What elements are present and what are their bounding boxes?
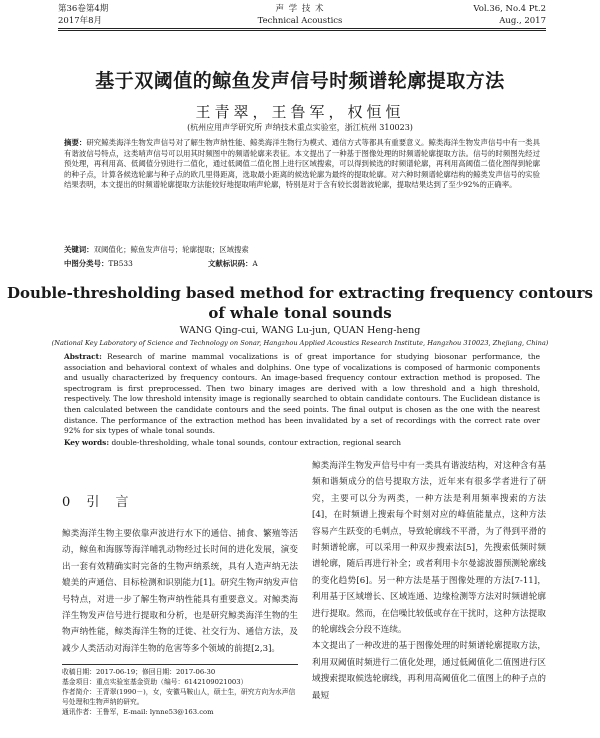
clc-number <box>64 259 133 270</box>
header-rule-2 <box>58 30 546 31</box>
keywords-cn-label: 关键词： <box>64 245 94 254</box>
abstract-en <box>64 352 540 437</box>
abstract-cn-label: 摘要： <box>64 138 87 147</box>
paper-title-en: Double-thresholding based method for extracting frequency contours of whale tonal sounds <box>7 284 593 322</box>
footnote-author-bio: 作者简介：王青翠(1990－)，女，安徽马鞍山人，硕士生，研究方向为水声信号处理和生物声纳的研究。 <box>62 688 296 706</box>
abstract-en-label: Abstract: <box>64 352 102 361</box>
header-rule <box>58 28 546 29</box>
doc-code-label: 文献标识码： <box>208 259 253 268</box>
journal-volume-en: Vol.36, No.4 Pt.2 <box>473 4 546 14</box>
body-right-column: 鲸类海洋生物发声信号中有一类具有谐波结构，对这种含有基频和谐频成分的信号提取方法，近年来有很多学者进行了研究，主要可以分为两类，一种方法是利用频率搜索的方法[4]，在时频谱上搜索每个时刻对应的峰值能量点，这种方法容易产生跃变的毛刺点，导致轮廓线不平滑，为了得到平滑的时频谱轮廓，可以采用一种双步搜索法[5]，先搜索低频时频谱轮廓，随后再进行补全；或者利用卡尔曼滤波器预测轮廓线的变化趋势[6]。另一种方法是基于图像处理的方法[7-11]，利用基于区域增长、区域连通、边缘检测等方法对时频谱轮廓进行提取。然而，在信噪比较低或存在干扰时，这种方法提取的轮廓线会分段不连续。 本文提出了一种改进的基于图像处理的时频谱轮廓提取方法，利用双阈值时频进行二值化处理，通过低阈值化二值图进行区域搜索提取候选轮廓线，再利用高阈值化二值图上的种子点的最短 <box>312 461 546 701</box>
abstract-en-text: Research of marine mammal vocalizations is of great importance for studying biosonar performance, the association and behavioral context of whales and dolphins. One type of vocalizations is composed of harmonic components and usually characterized by frequency contours. An image-based frequency contour extraction method is proposed. The spectrogram is first preprocessed. Then two binary images are derived with a low threshold and a high threshold, respectively. The low threshold intensity image is regionally searched to obtain candidate contours. The Euclidean distance is then calculated between the candidate contours and the seed points. The final output is chosen as the one with the nearest distance. The performance of the extraction method has been invalidated by a set of recordings with the correct rate over 92% for six types of whale tonal sounds. <box>64 352 540 436</box>
journal-volume-issue: 第36卷第4期 <box>58 4 109 14</box>
keywords-cn <box>64 245 540 256</box>
section-heading-introduction: 0 引 言 <box>62 495 135 510</box>
paper-title-cn: 基于双阈值的鲸鱼发声信号时频谱轮廓提取方法 <box>95 70 505 92</box>
affiliation-cn: (杭州应用声学研究所 声纳技术重点实验室，浙江杭州 310023) <box>187 123 413 132</box>
journal-name-cn: 声 学 技 术 <box>275 4 325 14</box>
footnote-funding: 基金项目：重点实验室基金资助（编号：6142109021003） <box>62 678 248 686</box>
keywords-en <box>64 438 540 447</box>
document-code <box>208 259 258 270</box>
keywords-en-label: Key words: <box>64 438 110 447</box>
body-left-column: 鲸类海洋生物主要依靠声波进行水下的通信、捕食、繁殖等活动，鲸鱼和海豚等海洋哺乳动物经过长时间的进化发展，演变出一套有效精确实时完备的生物声纳系统，具有人造声纳无法媲美的声通信、目标检测和识别能力[1]。研究生物声纳发声信号特点，对进一步了解生物声纳性能具有重要意义。对鲸类海洋生物发声信号进行提取和分析，也是研究鲸类海洋生物的生物声纳性能，鲸类海洋生物的迁徙、社交行为、通信方法，及减少人类活动对海洋生物的危害等多个领域的前提[2,3]。 <box>62 529 298 654</box>
footnotes <box>62 667 298 717</box>
abstract-cn-text: 研究鲸类海洋生物发声信号对了解生物声纳性能、鲸类海洋生物行为模式、通信方式等都具有重要意义。鲸类海洋生物发声信号中有一类具有谐波信号特点，这类哨声信号可以用其时频图中的频谱轮廓来表征。本文提出了一种基于图像处理的时频谱轮廓提取方法。信号的时频图先经过预处理，再利用高、低阈值分别进行二值化，通过低阈值二值化图上进行区域搜索，可以得到候选的时频谱轮廓，再利用高阈值二值化图得到轮廓的种子点，计算各候选轮廓与种子点的欧几里得距离，选取最小距离的候选轮廓为最终的提取轮廓。对六种时频谱轮廓结构的鲸类发声信号的实验结果表明，本文提出的时频谱轮廓提取方法能较好地提取哨声轮廓，特别是对于含有较长弱谐波轮廓，提取结果达到了至少92%的正确率。 <box>64 138 540 190</box>
footnote-rule <box>62 664 298 665</box>
doc-code-value: A <box>252 259 258 268</box>
authors-cn: 王青翠，王鲁军，权恒恒 <box>195 103 405 121</box>
authors-en: WANG Qing-cui, WANG Lu-jun, QUAN Heng-heng <box>179 325 421 336</box>
journal-name-en: Technical Acoustics <box>257 16 343 26</box>
abstract-cn <box>64 138 540 191</box>
keywords-en-text: double-thresholding, whale tonal sounds, contour extraction, regional search <box>111 438 402 447</box>
keywords-cn-text: 双阈值化；鲸鱼发声信号；轮廓提取；区域搜索 <box>93 245 249 254</box>
clc-value: TB533 <box>108 259 133 268</box>
footnote-received: 收稿日期：2017-06-19；修回日期：2017-06-30 <box>62 668 216 676</box>
clc-label: 中图分类号： <box>64 259 109 268</box>
affiliation-en: (National Key Laboratory of Science and Technology on Sonar, Hangzhou Applied Acoustics Research Institute, Hangzhou 310023, Zhejiang, China) <box>51 339 549 347</box>
journal-date-en: Aug., 2017 <box>499 16 546 26</box>
footnote-corresponding: 通讯作者：王鲁军，E-mail: lynne53@163.com <box>62 708 214 716</box>
journal-date: 2017年8月 <box>58 16 103 26</box>
